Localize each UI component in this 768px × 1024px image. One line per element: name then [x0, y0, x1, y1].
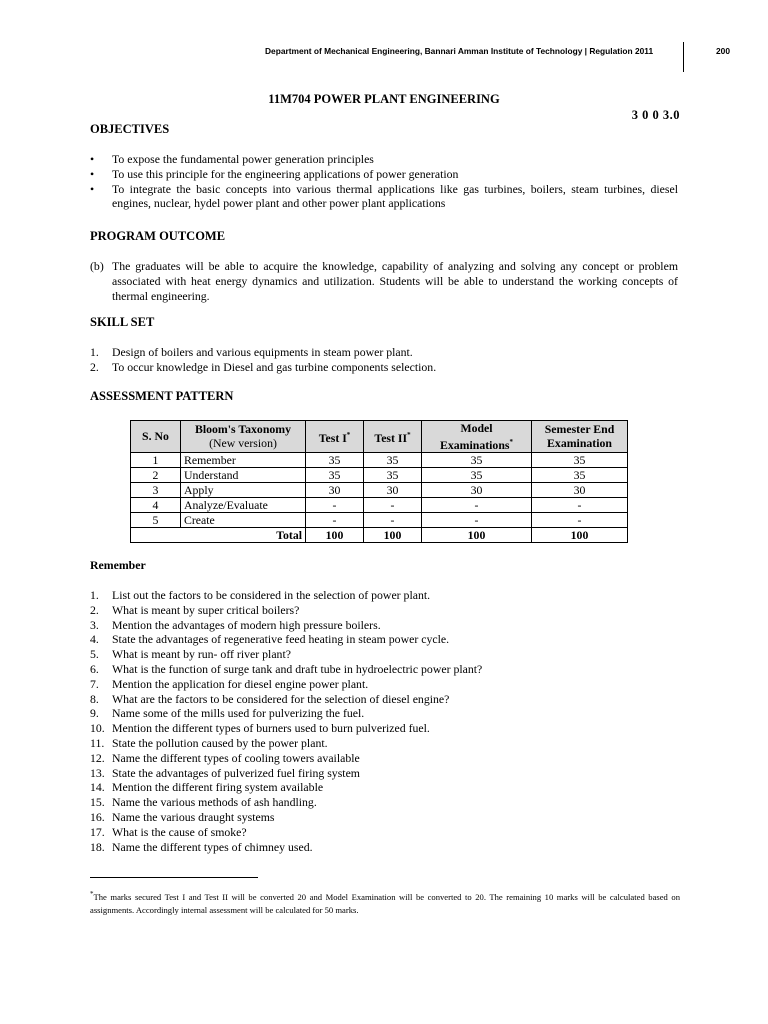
- question-item: 12. Name the different types of cooling towers available: [90, 750, 360, 765]
- objective-item: • To expose the fundamental power generation principles: [90, 152, 678, 167]
- total-value: 100: [422, 527, 532, 542]
- table-cell: 35: [364, 467, 422, 482]
- table-cell: -: [364, 512, 422, 527]
- question-item: 8. What are the factors to be considered for the selection of diesel engine?: [90, 691, 450, 706]
- footnote-divider: [90, 877, 258, 878]
- table-row: [131, 512, 628, 527]
- objective-item: • To use this principle for the engineering applications of power generation: [90, 167, 678, 182]
- remember-heading: Remember: [90, 558, 146, 572]
- question-item: 13. State the advantages of pulverized fuel firing system: [90, 765, 360, 780]
- table-cell: Apply: [181, 482, 306, 497]
- col-blooms: Bloom's Taxonomy (New version): [181, 421, 306, 453]
- table-cell: Remember: [181, 452, 306, 467]
- table-cell: 35: [306, 452, 364, 467]
- question-item: 3. Mention the advantages of modern high pressure boilers.: [90, 617, 381, 632]
- col-sno: S. No: [131, 421, 181, 453]
- col-semester: Semester End Examination: [532, 421, 628, 453]
- table-header-row: [131, 421, 628, 453]
- question-item: 1. List out the factors to be considered in the selection of power plant.: [90, 588, 431, 602]
- table-cell: -: [532, 497, 628, 512]
- table-cell: -: [422, 512, 532, 527]
- skill-item: 1. Design of boilers and various equipments in steam power plant.: [90, 345, 413, 359]
- question-item: 7. Mention the application for diesel engine power plant.: [90, 676, 369, 691]
- objective-item: • To integrate the basic concepts into various thermal applications like gas turbines, boilers, steam turbines, diesel engines, nuclear, hydel power plant and other power plant applications: [90, 182, 678, 212]
- table-cell: 4: [131, 497, 181, 512]
- table-cell: 35: [422, 452, 532, 467]
- table-cell: Analyze/Evaluate: [181, 497, 306, 512]
- page-header-text: Department of Mechanical Engineering, Bannari Amman Institute of Technology | Regulation 2011: [265, 46, 654, 56]
- course-title: 11M704 POWER PLANT ENGINEERING: [268, 92, 500, 106]
- program-outcome: [90, 259, 678, 303]
- skill-item: 2. To occur knowledge in Diesel and gas turbine components selection.: [90, 359, 437, 374]
- col-model: Model Examinations*: [422, 421, 532, 453]
- course-credits: 3 0 0 3.0: [631, 108, 680, 122]
- assessment-table: [130, 420, 628, 543]
- table-cell: -: [306, 497, 364, 512]
- table-cell: 30: [532, 482, 628, 497]
- table-cell: 35: [532, 467, 628, 482]
- program-outcome-label: (b): [90, 259, 104, 273]
- table-cell: -: [532, 512, 628, 527]
- question-item: 18. Name the different types of chimney used.: [90, 839, 313, 854]
- table-cell: Understand: [181, 467, 306, 482]
- table-cell: 5: [131, 512, 181, 527]
- question-item: 9. Name some of the mills used for pulverizing the fuel.: [90, 706, 365, 721]
- table-cell: 30: [306, 482, 364, 497]
- table-cell: -: [364, 497, 422, 512]
- table-total-row: [131, 527, 628, 542]
- table-cell: 30: [364, 482, 422, 497]
- question-item: 14. Mention the different firing system available: [90, 780, 324, 795]
- table-row: [131, 482, 628, 497]
- question-item: 10. Mention the different types of burners used to burn pulverized fuel.: [90, 721, 430, 736]
- col-test2: Test II*: [364, 421, 422, 453]
- question-item: 16. Name the various draught systems: [90, 809, 275, 824]
- question-item: 2. What is meant by super critical boilers?: [90, 602, 300, 617]
- header-divider: [683, 42, 684, 72]
- total-value: 100: [532, 527, 628, 542]
- remember-list: [90, 588, 678, 854]
- total-value: 100: [306, 527, 364, 542]
- total-value: 100: [364, 527, 422, 542]
- table-cell: 35: [364, 452, 422, 467]
- footnote: *The marks secured Test I and Test II will be converted 20 and Model Examination will be converted to 20. The remaining 10 marks will be calculated based on assignments. Accordingly internal assessment will be calculated for 50 marks.: [90, 890, 680, 915]
- program-outcome-heading: PROGRAM OUTCOME: [90, 229, 226, 243]
- page-number: 200: [716, 46, 730, 56]
- question-item: 17. What is the cause of smoke?: [90, 824, 247, 839]
- assessment-heading: ASSESSMENT PATTERN: [90, 389, 234, 403]
- table-cell: -: [306, 512, 364, 527]
- question-item: 5. What is meant by run- off river plant?: [90, 647, 291, 662]
- table-row: [131, 497, 628, 512]
- table-cell: 35: [306, 467, 364, 482]
- col-test1: Test I*: [306, 421, 364, 453]
- table-cell: 35: [532, 452, 628, 467]
- objectives-heading: OBJECTIVES: [90, 122, 170, 136]
- table-cell: 35: [422, 467, 532, 482]
- objectives-list: [90, 152, 678, 211]
- table-cell: -: [422, 497, 532, 512]
- total-label: Total: [131, 527, 306, 542]
- program-outcome-text: The graduates will be able to acquire the knowledge, capability of analyzing and solving any concept or problem associated with heat energy dynamics and utilization. Students will be able to understand the working concepts of thermal engineering.: [112, 259, 678, 303]
- skill-set-heading: SKILL SET: [90, 315, 155, 329]
- skill-set-list: [90, 345, 678, 375]
- question-item: 4. State the advantages of regenerative feed heating in steam power cycle.: [90, 632, 450, 647]
- table-cell: 30: [422, 482, 532, 497]
- table-cell: 1: [131, 452, 181, 467]
- table-row: [131, 467, 628, 482]
- table-cell: Create: [181, 512, 306, 527]
- question-item: 15. Name the various methods of ash handling.: [90, 795, 317, 810]
- table-cell: 3: [131, 482, 181, 497]
- question-item: 6. What is the function of surge tank and draft tube in hydroelectric power plant?: [90, 661, 483, 676]
- table-cell: 2: [131, 467, 181, 482]
- table-row: [131, 452, 628, 467]
- question-item: 11. State the pollution caused by the power plant.: [90, 735, 328, 750]
